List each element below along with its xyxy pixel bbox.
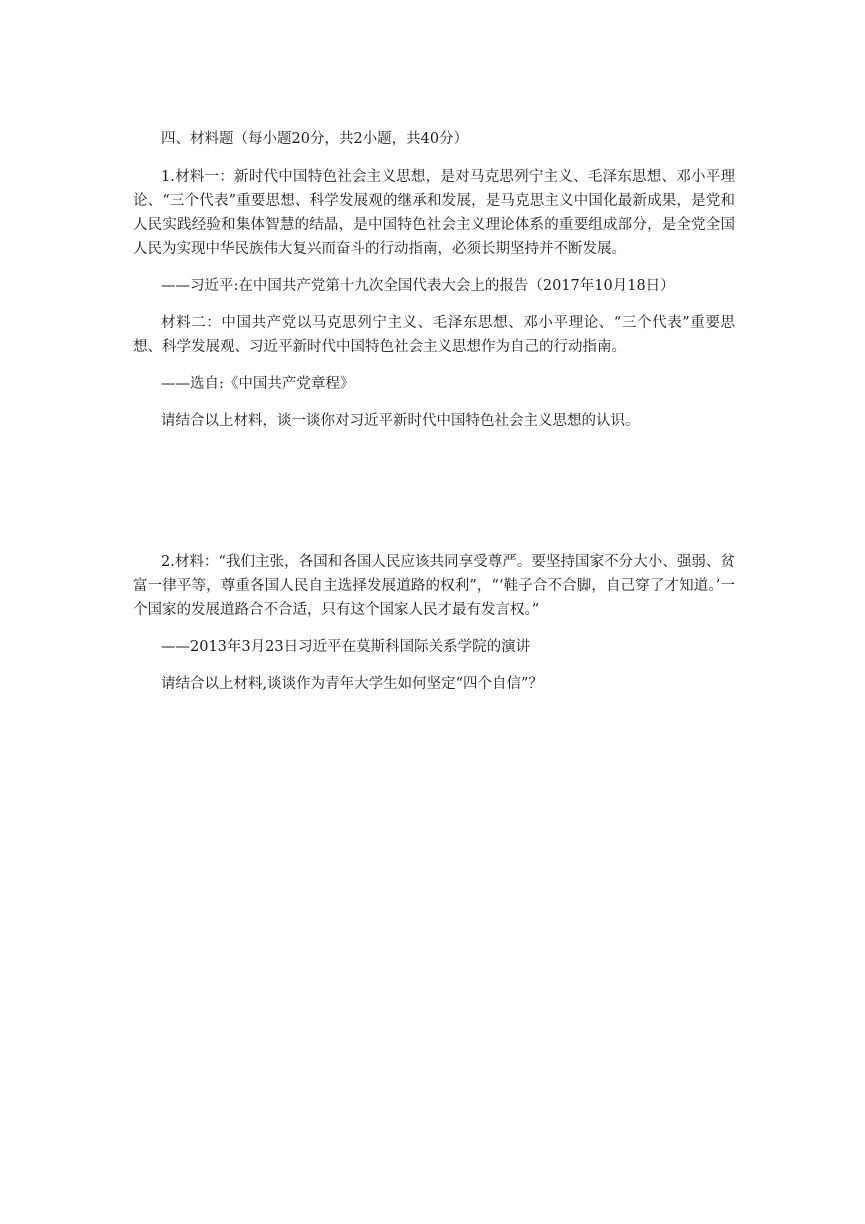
question-1-prompt: 请结合以上材料，谈一谈你对习近平新时代中国特色社会主义思想的认识。 [161,413,640,429]
question-2-prompt: 请结合以上材料,谈谈作为青年大学生如何坚定“四个自信”？ [161,676,543,692]
question-2 [133,550,735,696]
question-2-material-source: ——2013年3月23日习近平在莫斯科国际关系学院的演讲 [161,639,531,655]
answer-space [133,446,735,550]
section-title: 四、材料题（每小题20分，共2小题，共40分） [161,131,469,147]
question-1-material-2-source: ——选自:《中国共产党章程》 [161,376,355,392]
question-1-material-2: 材料二：中国共产党以马克思列宁主义、毛泽东思想、邓小平理论、“三个代表”重要思想、科学发展观、习近平新时代中国特色社会主义思想作为自己的行动指南。 [133,315,735,355]
document-content [133,127,735,709]
question-1 [133,165,735,433]
question-1-material-1-source: ——习近平:在中国共产党第十九次全国代表大会上的报告（2017年10月18日） [161,278,675,294]
question-1-material-1: 1.材料一：新时代中国特色社会主义思想，是对马克思列宁主义、毛泽东思想、邓小平理论、“三个代表”重要思想、科学发展观的继承和发展，是马克思主义中国化最新成果，是党和人民实践经验和集体智慧的结晶，是中国特色社会主义理论体系的重要组成部分，是全党全国人民为实现中华民族伟大复兴而奋斗的行动指南，必须长期坚持并不断发展。 [133,169,735,257]
question-2-material: 2.材料：“我们主张，各国和各国人民应该共同享受尊严。要坚持国家不分大小、强弱、贫富一律平等，尊重各国人民自主选择发展道路的权利”，“‘鞋子合不合脚，自己穿了才知道。’一个国家的发展道路合不合适，只有这个国家人民才最有发言权。” [133,554,735,618]
